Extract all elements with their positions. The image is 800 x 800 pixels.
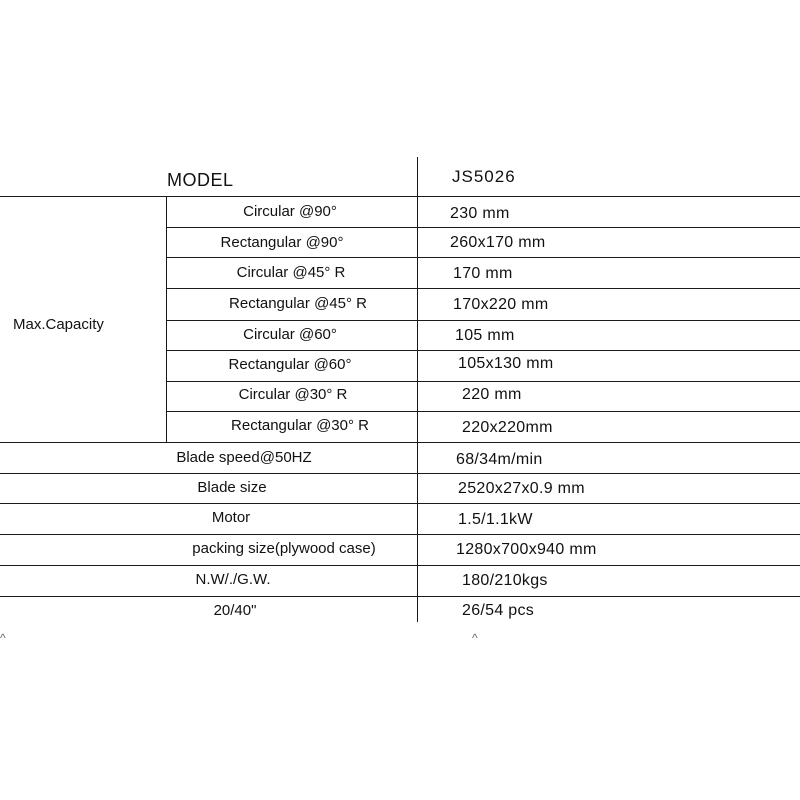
capacity-row-label: Rectangular @60° [228, 356, 352, 373]
capacity-row-label: Circular @45° R [236, 264, 346, 281]
spec-row-label: Blade size [197, 479, 267, 496]
caret-up-icon: ^ [472, 631, 478, 645]
table-rule [0, 473, 800, 474]
capacity-row-value: 105 mm [455, 327, 515, 344]
group-divider [166, 196, 167, 442]
capacity-row-value: 220 mm [462, 386, 522, 403]
table-rule [0, 503, 800, 504]
table-rule [0, 442, 800, 443]
table-rule [0, 565, 800, 566]
spec-row-label: Blade speed@50HZ [176, 449, 312, 466]
caret-up-icon: ^ [0, 631, 6, 645]
capacity-row-value: 230 mm [450, 205, 510, 222]
spec-row-value: 180/210kgs [462, 572, 548, 589]
table-rule [166, 257, 800, 258]
model-header-label: MODEL [167, 170, 234, 190]
table-rule [166, 288, 800, 289]
spec-row-label: packing size(plywood case) [192, 540, 376, 557]
table-rule [166, 381, 800, 382]
spec-row-label: 20/40" [213, 602, 257, 619]
capacity-row-value: 105x130 mm [458, 355, 554, 372]
capacity-row-value: 220x220mm [462, 419, 553, 436]
spec-row-value: 26/54 pcs [462, 602, 535, 619]
model-header-value: JS5026 [452, 167, 516, 186]
spec-row-label: N.W/./G.W. [195, 571, 271, 588]
spec-row-label: Motor [211, 509, 251, 526]
table-rule [0, 534, 800, 535]
spec-row-value: 68/34m/min [456, 451, 543, 468]
capacity-row-label: Circular @90° [243, 203, 337, 220]
column-divider [417, 157, 418, 622]
capacity-row-label: Rectangular @30° R [231, 417, 369, 434]
capacity-row-label: Circular @30° R [238, 386, 348, 403]
table-rule [0, 596, 800, 597]
capacity-row-label: Circular @60° [243, 326, 337, 343]
table-rule [166, 227, 800, 228]
capacity-row-value: 260x170 mm [450, 234, 546, 251]
spec-row-value: 1.5/1.1kW [458, 511, 533, 528]
capacity-row-label: Rectangular @45° R [229, 295, 367, 312]
table-rule [166, 320, 800, 321]
capacity-row-value: 170 mm [453, 265, 513, 282]
table-rule [0, 196, 800, 197]
spec-row-value: 1280x700x940 mm [456, 541, 597, 558]
capacity-row-label: Rectangular @90° [220, 234, 344, 251]
table-rule [166, 350, 800, 351]
table-rule [166, 411, 800, 412]
max-capacity-label: Max.Capacity [13, 316, 104, 333]
spec-row-value: 2520x27x0.9 mm [458, 480, 585, 497]
capacity-row-value: 170x220 mm [453, 296, 549, 313]
